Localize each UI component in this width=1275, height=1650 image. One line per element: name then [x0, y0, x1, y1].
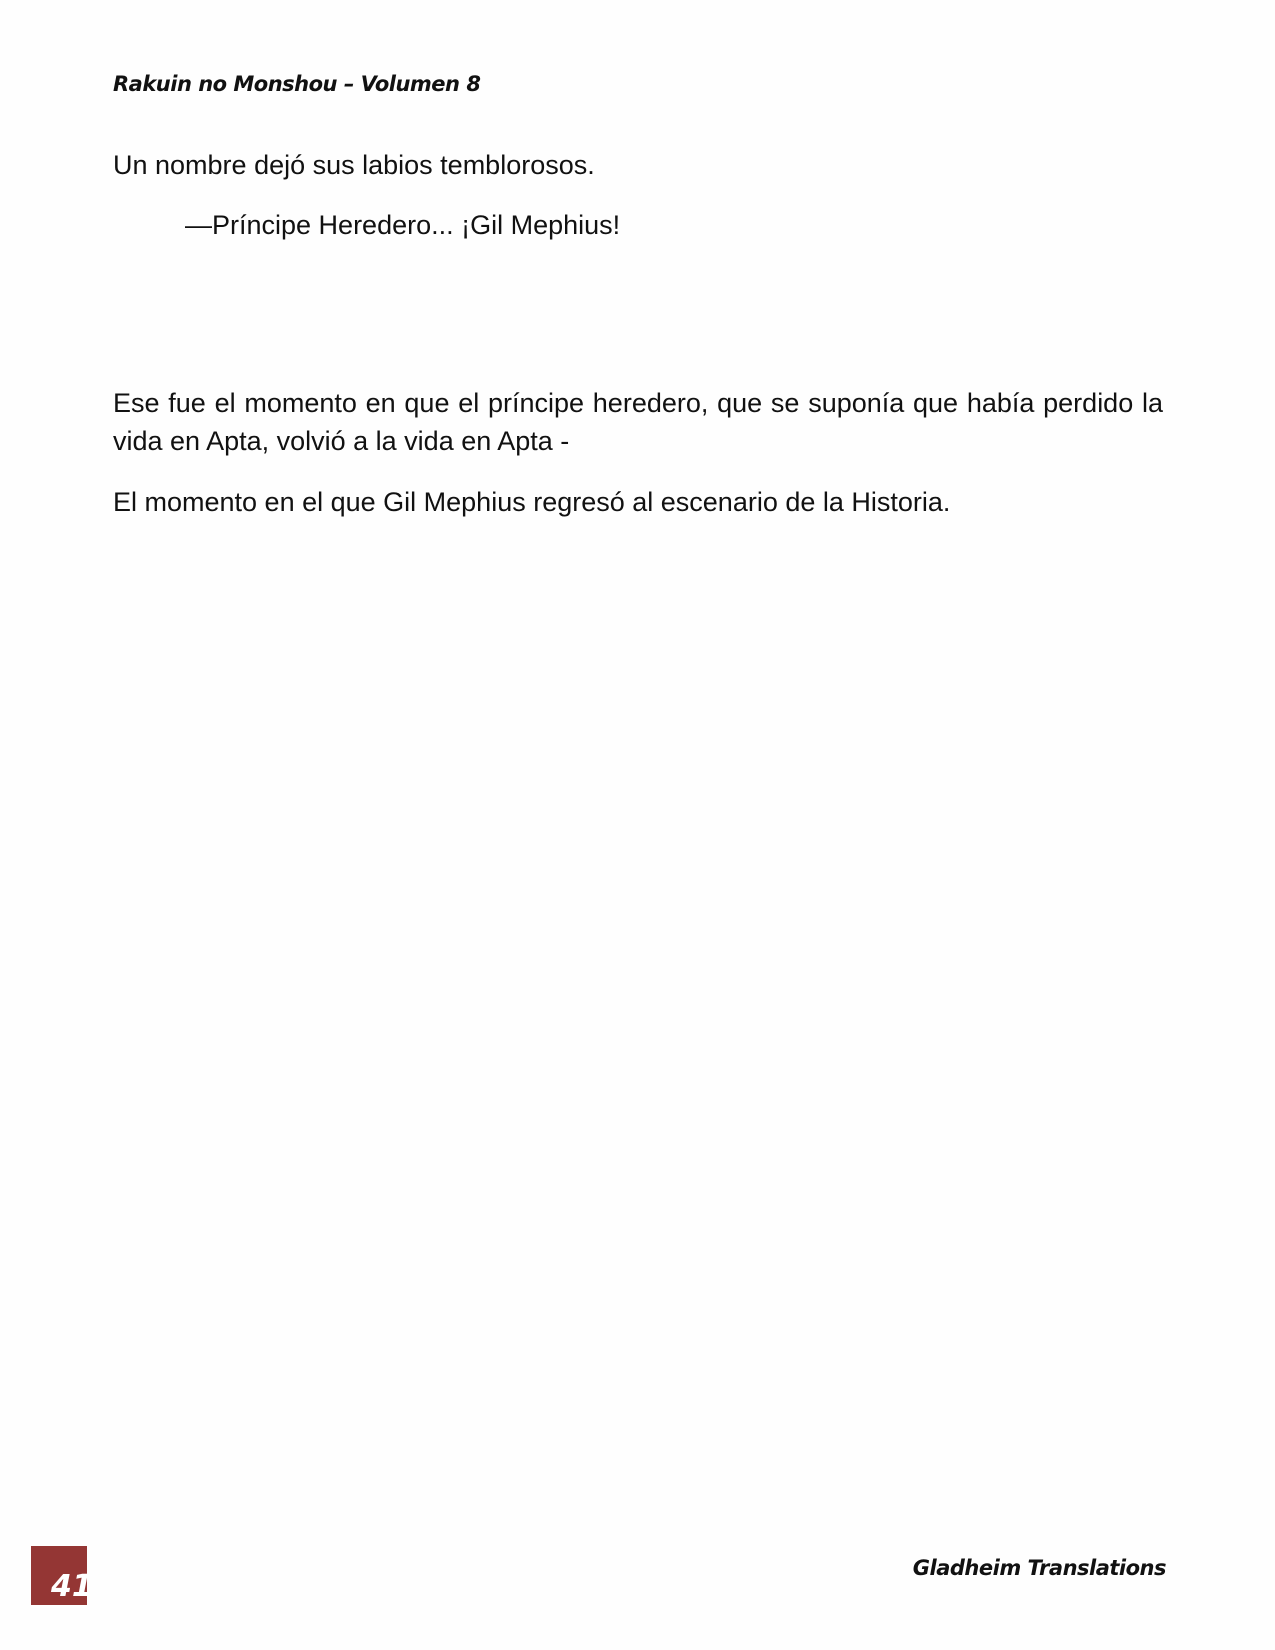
paragraph-1: Un nombre dejó sus labios temblorosos.	[113, 150, 595, 180]
page-number-underline	[31, 1605, 87, 1608]
page-number: 41	[51, 1569, 93, 1604]
dialogue-line: —Príncipe Heredero... ¡Gil Mephius!	[185, 210, 621, 240]
page-number-badge	[31, 1546, 93, 1608]
footer-credit: Gladheim Translations	[912, 1556, 1166, 1580]
paragraph-3: Ese fue el momento en que el príncipe heredero, que se suponía que había perdido la vida en Apta, volvió a la vida en Apta -	[113, 388, 1163, 456]
paragraph-4: El momento en el que Gil Mephius regresó al escenario de la Historia.	[113, 487, 951, 517]
running-header-title: Rakuin no Monshou – Volumen 8	[113, 72, 481, 96]
